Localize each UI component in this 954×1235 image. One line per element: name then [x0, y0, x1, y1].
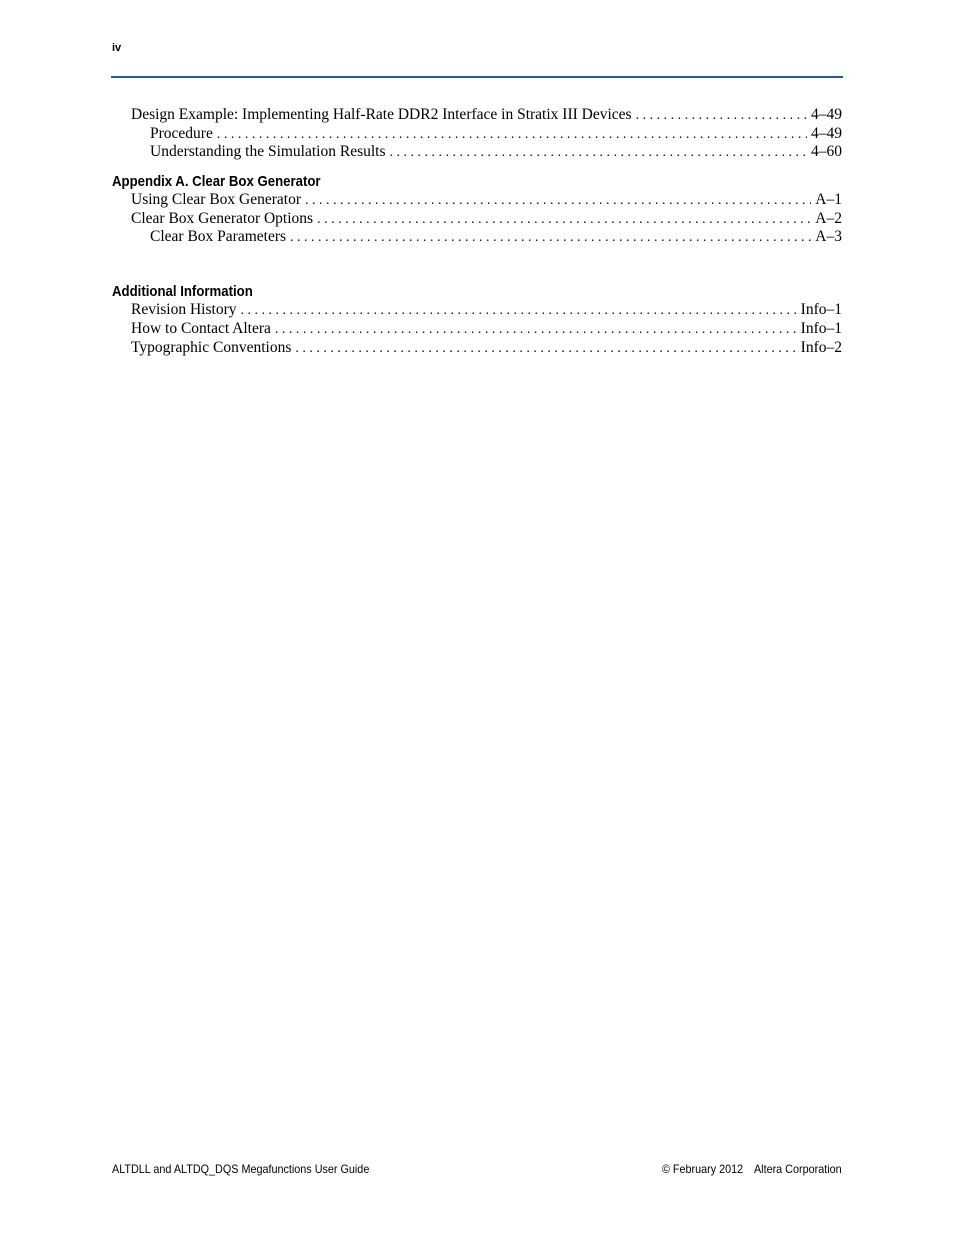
dot-leader	[636, 107, 807, 125]
dot-leader	[295, 340, 796, 358]
toc-entry-page: A–2	[815, 209, 842, 227]
toc-entry-title: Clear Box Parameters	[150, 228, 287, 246]
toc-entry-title: How to Contact Altera	[131, 319, 271, 337]
toc-entry-title: Revision History	[131, 301, 237, 319]
footer-company: Altera Corporation	[754, 1162, 842, 1176]
toc-entry-page: A–1	[815, 191, 842, 209]
toc-entry-page: A–3	[815, 228, 842, 246]
toc-entry-typographic-conventions[interactable]	[112, 339, 842, 358]
toc-entry-simulation-results[interactable]	[112, 143, 842, 162]
toc-entry-clear-box-options[interactable]	[112, 210, 842, 229]
toc-entry-page: Info–2	[800, 338, 842, 356]
footer-date: © February 2012	[662, 1162, 744, 1176]
toc-entry-using-clear-box[interactable]	[112, 191, 842, 210]
toc-entry-title: Understanding the Simulation Results	[150, 143, 386, 161]
toc-entry-page: Info–1	[800, 319, 842, 337]
table-of-contents	[112, 106, 842, 357]
toc-entry-title: Clear Box Generator Options	[131, 209, 314, 227]
toc-entry-revision-history[interactable]	[112, 301, 842, 320]
toc-entry-procedure[interactable]	[112, 125, 842, 144]
spacer	[112, 247, 842, 282]
toc-entry-page: Info–1	[800, 301, 842, 319]
toc-entry-page: 4–49	[811, 124, 842, 142]
footer-document-title: ALTDLL and ALTDQ_DQS Megafunctions User Guide	[112, 1162, 370, 1176]
spacer	[112, 162, 842, 172]
toc-entry-page: 4–49	[811, 106, 842, 123]
header-rule	[111, 76, 843, 78]
toc-entry-title: Procedure	[150, 124, 213, 142]
dot-leader	[317, 211, 811, 229]
toc-entry-title: Using Clear Box Generator	[131, 191, 302, 209]
page-number: iv	[112, 42, 122, 54]
footer-right	[662, 1162, 842, 1176]
toc-entry-title: Typographic Conventions	[131, 338, 292, 356]
toc-entry-title: Design Example: Implementing Half-Rate DDR2 Interface in Stratix III Devices	[131, 106, 632, 123]
section-title-additional-information[interactable]: Additional Information	[112, 283, 253, 301]
dot-leader	[275, 321, 797, 339]
toc-entry-design-example[interactable]	[112, 106, 842, 125]
section-title-appendix-a[interactable]: Appendix A. Clear Box Generator	[112, 173, 321, 191]
dot-leader	[290, 229, 811, 247]
dot-leader	[390, 144, 808, 162]
dot-leader	[241, 302, 797, 320]
toc-entry-contact-altera[interactable]	[112, 320, 842, 339]
dot-leader	[217, 126, 807, 144]
toc-entry-page: 4–60	[811, 143, 842, 161]
dot-leader	[305, 192, 811, 210]
toc-entry-clear-box-parameters[interactable]	[112, 228, 842, 247]
